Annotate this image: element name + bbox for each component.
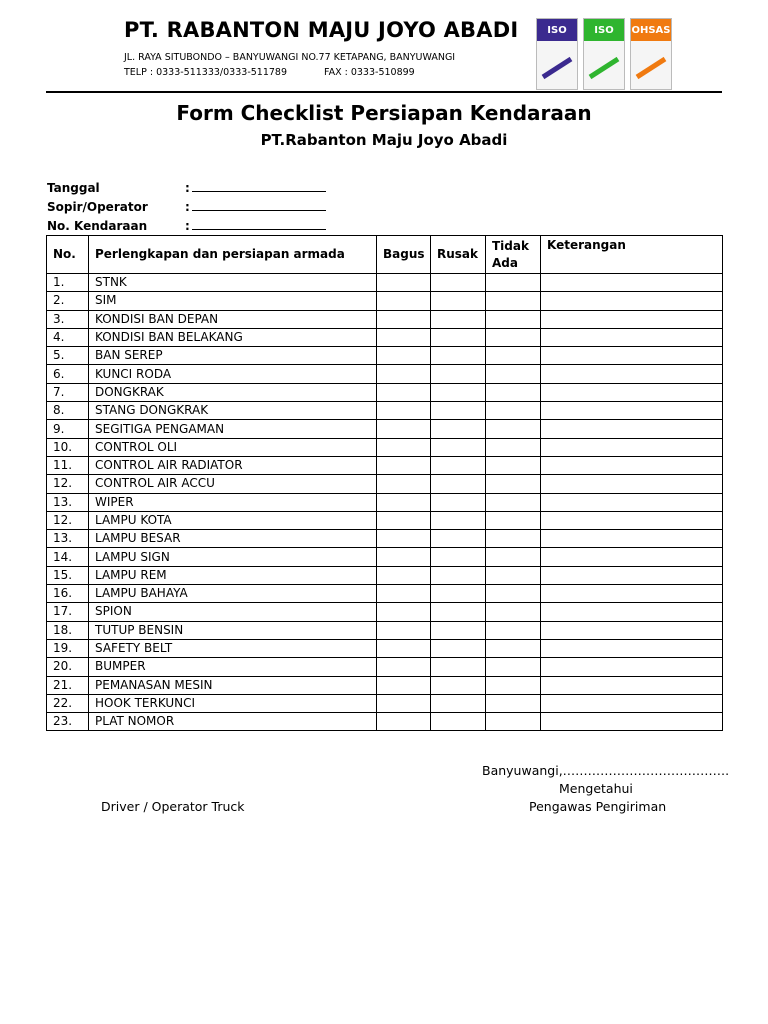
table-row <box>47 328 723 346</box>
row-number: 18. <box>47 621 89 639</box>
cell-rusak[interactable] <box>431 292 486 310</box>
cell-bagus[interactable] <box>377 493 431 511</box>
row-number: 8. <box>47 402 89 420</box>
cell-tidak-ada[interactable] <box>486 603 541 621</box>
table-row <box>47 603 723 621</box>
row-item: WIPER <box>89 493 377 511</box>
row-item: LAMPU KOTA <box>89 511 377 529</box>
cell-rusak[interactable] <box>431 694 486 712</box>
row-number: 10. <box>47 438 89 456</box>
cell-rusak[interactable] <box>431 475 486 493</box>
row-number: 21. <box>47 676 89 694</box>
iso-certification-logo <box>583 18 625 90</box>
cell-keterangan[interactable] <box>541 511 723 529</box>
cell-tidak-ada[interactable] <box>486 347 541 365</box>
table-row <box>47 676 723 694</box>
cell-keterangan[interactable] <box>541 658 723 676</box>
row-item: SAFETY BELT <box>89 639 377 657</box>
cell-bagus[interactable] <box>377 292 431 310</box>
cell-tidak-ada[interactable] <box>486 292 541 310</box>
cell-rusak[interactable] <box>431 603 486 621</box>
row-number: 1. <box>47 274 89 292</box>
row-item: LAMPU SIGN <box>89 548 377 566</box>
row-number: 12. <box>47 475 89 493</box>
cell-bagus[interactable] <box>377 310 431 328</box>
row-number: 2. <box>47 292 89 310</box>
cell-rusak[interactable] <box>431 548 486 566</box>
table-row <box>47 694 723 712</box>
cell-rusak[interactable] <box>431 420 486 438</box>
cell-rusak[interactable] <box>431 530 486 548</box>
cell-tidak-ada[interactable] <box>486 402 541 420</box>
cell-bagus[interactable] <box>377 365 431 383</box>
cell-keterangan[interactable] <box>541 493 723 511</box>
cell-tidak-ada[interactable] <box>486 566 541 584</box>
cell-bagus[interactable] <box>377 566 431 584</box>
row-number: 13. <box>47 530 89 548</box>
cell-tidak-ada[interactable] <box>486 548 541 566</box>
row-item: SPION <box>89 603 377 621</box>
row-item: HOOK TERKUNCI <box>89 694 377 712</box>
company-contact <box>124 67 415 78</box>
cell-tidak-ada[interactable] <box>486 658 541 676</box>
row-number: 3. <box>47 310 89 328</box>
row-item: LAMPU REM <box>89 566 377 584</box>
table-row <box>47 658 723 676</box>
cell-tidak-ada[interactable] <box>486 310 541 328</box>
field-separator: : <box>185 219 190 233</box>
cell-rusak[interactable] <box>431 566 486 584</box>
table-row <box>47 530 723 548</box>
cell-tidak-ada[interactable] <box>486 328 541 346</box>
logo-label: ISO <box>584 19 624 41</box>
row-item: CONTROL OLI <box>89 438 377 456</box>
cell-keterangan[interactable] <box>541 603 723 621</box>
cell-bagus[interactable] <box>377 438 431 456</box>
cell-rusak[interactable] <box>431 365 486 383</box>
table-row <box>47 365 723 383</box>
company-address: JL. RAYA SITUBONDO – BANYUWANGI NO.77 KETAPANG, BANYUWANGI <box>124 52 456 63</box>
cell-keterangan[interactable] <box>541 585 723 603</box>
checklist-body <box>47 274 723 731</box>
cell-rusak[interactable] <box>431 658 486 676</box>
cell-keterangan[interactable] <box>541 566 723 584</box>
form-subtitle: PT.Rabanton Maju Joyo Abadi <box>260 131 508 149</box>
cell-rusak[interactable] <box>431 456 486 474</box>
row-item: KONDISI BAN DEPAN <box>89 310 377 328</box>
cell-bagus[interactable] <box>377 548 431 566</box>
field-label: Tanggal <box>47 181 100 195</box>
cell-rusak[interactable] <box>431 402 486 420</box>
cell-tidak-ada[interactable] <box>486 438 541 456</box>
ohsas-certification-logo <box>630 18 672 90</box>
field-input-line[interactable] <box>192 218 326 230</box>
cell-rusak[interactable] <box>431 347 486 365</box>
cell-bagus[interactable] <box>377 456 431 474</box>
row-number: 16. <box>47 585 89 603</box>
row-item: DONGKRAK <box>89 383 377 401</box>
row-number: 22. <box>47 694 89 712</box>
row-item: STANG DONGKRAK <box>89 402 377 420</box>
table-row <box>47 347 723 365</box>
logo-label: OHSAS <box>631 19 671 41</box>
row-number: 12. <box>47 511 89 529</box>
cell-keterangan[interactable] <box>541 420 723 438</box>
cell-tidak-ada[interactable] <box>486 475 541 493</box>
cell-keterangan[interactable] <box>541 438 723 456</box>
cell-keterangan[interactable] <box>541 292 723 310</box>
header-bagus: Bagus <box>377 236 431 274</box>
check-mark-icon <box>635 55 669 81</box>
cell-rusak[interactable] <box>431 621 486 639</box>
cell-keterangan[interactable] <box>541 475 723 493</box>
table-row <box>47 493 723 511</box>
row-number: 23. <box>47 713 89 731</box>
company-name: PT. RABANTON MAJU JOYO ABADI <box>124 18 519 42</box>
table-row <box>47 292 723 310</box>
cell-bagus[interactable] <box>377 511 431 529</box>
field-label: Sopir/Operator <box>47 200 148 214</box>
cell-keterangan[interactable] <box>541 548 723 566</box>
cell-tidak-ada[interactable] <box>486 420 541 438</box>
cell-keterangan[interactable] <box>541 676 723 694</box>
table-header-row <box>47 236 723 274</box>
cell-keterangan[interactable] <box>541 365 723 383</box>
cell-rusak[interactable] <box>431 676 486 694</box>
field-input-line[interactable] <box>192 199 326 211</box>
row-item: STNK <box>89 274 377 292</box>
cell-rusak[interactable] <box>431 713 486 731</box>
row-number: 11. <box>47 456 89 474</box>
row-number: 19. <box>47 639 89 657</box>
cell-bagus[interactable] <box>377 383 431 401</box>
cell-bagus[interactable] <box>377 347 431 365</box>
logo-label: ISO <box>537 19 577 41</box>
row-item: BAN SEREP <box>89 347 377 365</box>
cell-tidak-ada[interactable] <box>486 365 541 383</box>
table-row <box>47 438 723 456</box>
row-number: 17. <box>47 603 89 621</box>
field-no-kendaraan[interactable] <box>47 218 326 233</box>
row-item: SIM <box>89 292 377 310</box>
cell-keterangan[interactable] <box>541 713 723 731</box>
header-item: Perlengkapan dan persiapan armada <box>89 236 377 274</box>
check-mark-icon <box>588 55 622 81</box>
signature-supervisor: Pengawas Pengiriman <box>529 799 667 814</box>
check-mark-icon <box>541 55 575 81</box>
table-row <box>47 475 723 493</box>
cell-keterangan[interactable] <box>541 402 723 420</box>
header-tidak-ada: Tidak Ada <box>486 236 541 274</box>
cell-rusak[interactable] <box>431 383 486 401</box>
row-item: KUNCI RODA <box>89 365 377 383</box>
cell-bagus[interactable] <box>377 328 431 346</box>
row-item: TUTUP BENSIN <box>89 621 377 639</box>
row-item: LAMPU BAHAYA <box>89 585 377 603</box>
header-rusak: Rusak <box>431 236 486 274</box>
cell-keterangan[interactable] <box>541 639 723 657</box>
cell-keterangan[interactable] <box>541 347 723 365</box>
cell-rusak[interactable] <box>431 274 486 292</box>
table-row <box>47 713 723 731</box>
cell-tidak-ada[interactable] <box>486 621 541 639</box>
header-divider <box>46 91 722 93</box>
row-number: 5. <box>47 347 89 365</box>
cell-rusak[interactable] <box>431 310 486 328</box>
cell-bagus[interactable] <box>377 621 431 639</box>
row-item: CONTROL AIR RADIATOR <box>89 456 377 474</box>
table-row <box>47 274 723 292</box>
cell-bagus[interactable] <box>377 585 431 603</box>
table-row <box>47 639 723 657</box>
cell-bagus[interactable] <box>377 475 431 493</box>
cell-rusak[interactable] <box>431 585 486 603</box>
iso-certification-logo <box>536 18 578 90</box>
cell-rusak[interactable] <box>431 639 486 657</box>
cell-rusak[interactable] <box>431 511 486 529</box>
table-row <box>47 383 723 401</box>
field-tanggal[interactable] <box>47 180 326 195</box>
cell-keterangan[interactable] <box>541 456 723 474</box>
table-row <box>47 548 723 566</box>
table-row <box>47 621 723 639</box>
cell-keterangan[interactable] <box>541 274 723 292</box>
cell-tidak-ada[interactable] <box>486 694 541 712</box>
signature-place-date: Banyuwangi,…………………………………. <box>482 763 730 778</box>
field-separator: : <box>185 200 190 214</box>
cell-keterangan[interactable] <box>541 383 723 401</box>
row-number: 15. <box>47 566 89 584</box>
cell-bagus[interactable] <box>377 694 431 712</box>
signature-acknowledged: Mengetahui <box>559 781 633 796</box>
table-row <box>47 456 723 474</box>
cell-bagus[interactable] <box>377 639 431 657</box>
cell-tidak-ada[interactable] <box>486 676 541 694</box>
cell-tidak-ada[interactable] <box>486 456 541 474</box>
header-no: No. <box>47 236 89 274</box>
cell-tidak-ada[interactable] <box>486 530 541 548</box>
field-label: No. Kendaraan <box>47 219 148 233</box>
company-fax: FAX : 0333-510899 <box>324 67 415 78</box>
cell-rusak[interactable] <box>431 328 486 346</box>
row-number: 4. <box>47 328 89 346</box>
cell-keterangan[interactable] <box>541 328 723 346</box>
row-item: CONTROL AIR ACCU <box>89 475 377 493</box>
table-row <box>47 420 723 438</box>
row-number: 9. <box>47 420 89 438</box>
cell-bagus[interactable] <box>377 676 431 694</box>
certification-logos <box>536 18 672 90</box>
cell-keterangan[interactable] <box>541 530 723 548</box>
cell-bagus[interactable] <box>377 603 431 621</box>
cell-tidak-ada[interactable] <box>486 383 541 401</box>
cell-keterangan[interactable] <box>541 310 723 328</box>
cell-bagus[interactable] <box>377 713 431 731</box>
table-row <box>47 585 723 603</box>
row-item: PEMANASAN MESIN <box>89 676 377 694</box>
row-number: 6. <box>47 365 89 383</box>
cell-keterangan[interactable] <box>541 694 723 712</box>
row-number: 13. <box>47 493 89 511</box>
row-number: 14. <box>47 548 89 566</box>
table-row <box>47 511 723 529</box>
cell-tidak-ada[interactable] <box>486 639 541 657</box>
checklist-table <box>46 235 723 731</box>
cell-tidak-ada[interactable] <box>486 585 541 603</box>
row-number: 20. <box>47 658 89 676</box>
cell-tidak-ada[interactable] <box>486 511 541 529</box>
table-row <box>47 566 723 584</box>
table-row <box>47 402 723 420</box>
cell-rusak[interactable] <box>431 493 486 511</box>
cell-rusak[interactable] <box>431 438 486 456</box>
field-separator: : <box>185 181 190 195</box>
cell-bagus[interactable] <box>377 420 431 438</box>
form-title: Form Checklist Persiapan Kendaraan <box>176 101 592 125</box>
cell-tidak-ada[interactable] <box>486 274 541 292</box>
row-item: SEGITIGA PENGAMAN <box>89 420 377 438</box>
cell-bagus[interactable] <box>377 530 431 548</box>
cell-keterangan[interactable] <box>541 621 723 639</box>
row-item: LAMPU BESAR <box>89 530 377 548</box>
row-item: BUMPER <box>89 658 377 676</box>
field-sopir-operator[interactable] <box>47 199 326 214</box>
company-telp: TELP : 0333-511333/0333-511789 <box>124 67 288 78</box>
cell-bagus[interactable] <box>377 658 431 676</box>
cell-bagus[interactable] <box>377 274 431 292</box>
row-item: KONDISI BAN BELAKANG <box>89 328 377 346</box>
field-input-line[interactable] <box>192 180 326 192</box>
row-item: PLAT NOMOR <box>89 713 377 731</box>
header-keterangan: Keterangan <box>541 236 723 274</box>
cell-tidak-ada[interactable] <box>486 713 541 731</box>
row-number: 7. <box>47 383 89 401</box>
cell-bagus[interactable] <box>377 402 431 420</box>
cell-tidak-ada[interactable] <box>486 493 541 511</box>
signature-driver: Driver / Operator Truck <box>101 799 245 814</box>
table-row <box>47 310 723 328</box>
